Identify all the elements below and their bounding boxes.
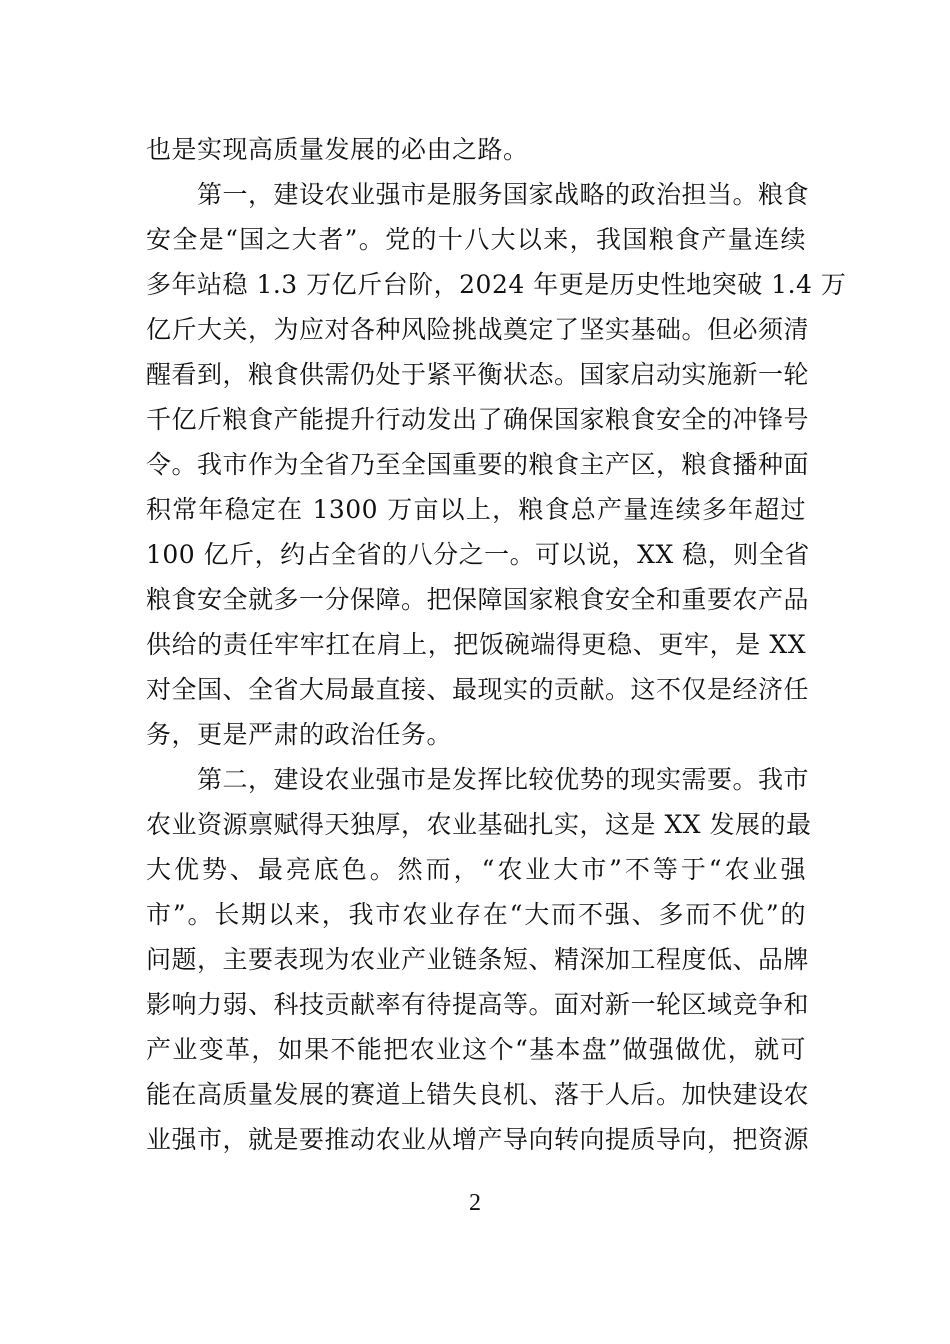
text-line: 粮食安全就多一分保障。把保障国家粮食安全和重要农产品 [146,585,810,614]
text-line: 第二，建设农业强市是发挥比较优势的现实需要。我市 [197,765,810,794]
text-line: 千亿斤粮食产能提升行动发出了确保国家粮食安全的冲锋号 [146,405,810,434]
text-line: 问题，主要表现为农业产业链条短、精深加工程度低、品牌 [146,945,810,974]
text-line: 令。我市作为全省乃至全国重要的粮食主产区，粮食播种面 [146,450,810,479]
text-line: 积常年稳定在 1300 万亩以上，粮食总产量连续多年超过 [146,495,806,524]
text-line: 多年站稳 1.3 万亿斤台阶，2024 年更是历史性地突破 1.4 万 [146,270,847,299]
text-line: 务，更是严肃的政治任务。 [146,720,453,749]
text-line: 100 亿斤，约占全省的八分之一。可以说，XX 稳，则全省 [146,540,810,569]
text-line: 市”。长期以来，我市农业存在“大而不强、多而不优”的 [146,900,806,929]
text-line: 也是实现高质量发展的必由之路。 [146,135,529,164]
text-line: 安全是“国之大者”。党的十八大以来，我国粮食产量连续 [146,225,806,254]
text-line: 第一，建设农业强市是服务国家战略的政治担当。粮食 [197,180,810,209]
page-number: 2 [469,1190,481,1216]
text-line: 大优势、最亮底色。然而，“农业大市”不等于“农业强 [146,855,806,884]
text-line: 业强市，就是要推动农业从增产导向转向提质导向，把资源 [146,1125,810,1154]
text-line: 影响力弱、科技贡献率有待提高等。面对新一轮区域竞争和 [146,990,810,1019]
text-line: 醒看到，粮食供需仍处于紧平衡状态。国家启动实施新一轮 [146,360,810,389]
text-line: 能在高质量发展的赛道上错失良机、落于人后。加快建设农 [146,1080,810,1109]
text-line: 对全国、全省大局最直接、最现实的贡献。这不仅是经济任 [146,675,810,704]
text-line: 农业资源禀赋得天独厚，农业基础扎实，这是 XX 发展的最 [146,810,812,839]
text-line: 供给的责任牢牢扛在肩上，把饭碗端得更稳、更牢，是 XX [146,630,806,659]
text-line: 亿斤大关，为应对各种风险挑战奠定了坚实基础。但必须清 [146,315,810,344]
text-line: 产业变革，如果不能把农业这个“基本盘”做强做优，就可 [146,1035,806,1064]
